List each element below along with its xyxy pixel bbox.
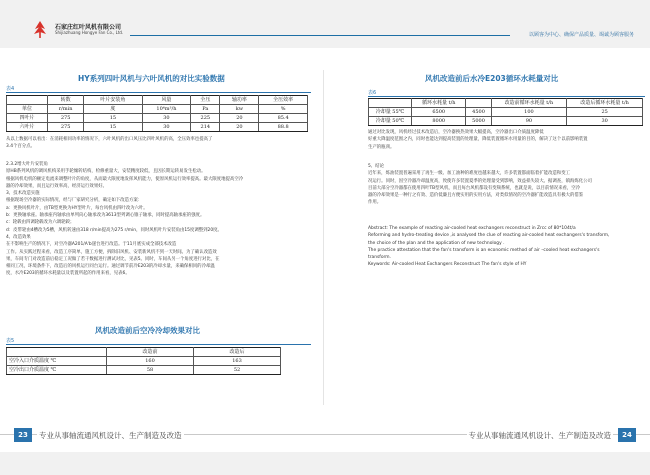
table5-caption-rule [6, 344, 311, 345]
table-cell: 275 [48, 123, 84, 132]
table-cell: 15 [84, 114, 142, 123]
table6 [368, 98, 643, 126]
table-row [7, 348, 281, 357]
table-cell: 100 [491, 108, 567, 117]
table-row [7, 105, 308, 114]
table-cell: 改造前 [107, 348, 194, 357]
text-line: the choice of the plan and the application of new technology . [368, 240, 505, 246]
bottom-band [0, 452, 650, 475]
table-cell: 8000 [412, 117, 466, 126]
table-cell: 冷却量 55℃ [369, 108, 412, 117]
table-cell: % [259, 105, 308, 114]
table-cell: 改造后循环水耗量 t/h [567, 99, 643, 108]
table-cell: 15 [84, 123, 142, 132]
table-cell: 30 [142, 123, 191, 132]
table-cell: 冷却量 50℃ [369, 117, 412, 126]
table-cell: 空冷入口介质温度 ℃ [7, 357, 107, 366]
footer-text-right: 专业从事轴流通风机设计、生产制造及改造 [468, 431, 611, 440]
table-cell: 叶片安装角 [84, 96, 142, 105]
left-paragraph-2 [6, 161, 318, 278]
table-row [369, 117, 643, 126]
text-line: 器的冷却效果是一种行之有效、造价低廉且方便实用的实用方法，对类似情况的空冷器扩能改造具有极大的借鉴 [368, 193, 584, 199]
right-title-water-consumption: 风机改造前后水冷E203循环水耗量对比 [425, 74, 559, 83]
text-line: Reforming and hydro-treating device ,is analysed the clue of reacting air-cooled heat exchangers's transform, [368, 233, 610, 239]
header-rule [130, 35, 510, 36]
table-row [369, 99, 643, 108]
text-line: 目前大部分空冷器都在使用四叶TB型风机，而且每台风机都设有变频系统，也就是说，以目前情况来看，空冷 [368, 185, 581, 191]
table-cell: r/min [48, 105, 84, 114]
table-cell: 58 [107, 366, 194, 375]
left-title-comparison: HY系列四叶风机与六叶风机的对比实验数据 [78, 74, 225, 83]
table-cell: 全压 [191, 96, 220, 105]
left-paragraph-1 [6, 136, 314, 151]
right-abstract [368, 225, 648, 269]
table-cell: 85.4 [259, 114, 308, 123]
table-cell: 20 [220, 123, 259, 132]
text-line: 通过对比发现，风机经过技术改造后，空冷器换热效果大幅提高，空冷器出口介质温度降低 [368, 130, 544, 135]
company-name-en: Shijiazhuang Hongye Fan Co., Ltd. [55, 30, 124, 35]
table5-caption: 表5 [6, 338, 15, 344]
text-line: 度，水冷E203的循环水耗量以及装置所起的作用来看，见表6。 [6, 271, 130, 277]
company-logo-icon [30, 20, 50, 40]
right-paragraph-1 [368, 129, 648, 151]
table-cell: 六叶片 [7, 123, 48, 132]
text-line: 果，车间专门对改造前后稳定工况做了若干数据进行测试对比，见表5。同时，车间从另一个角度进行对比，在 [6, 256, 220, 262]
table-cell: 单位 [7, 105, 48, 114]
table-cell [7, 96, 48, 105]
text-line: 在不影响生产的情况下，对空冷器A201/A'b递台进行改造。于11月底实成全部技术改造 [6, 242, 177, 248]
text-line: 工作。从实践过程来看，改造工序简单，施工方便，拆除旧风机、安装新风机不到一天时间。为了确认改造效 [6, 249, 217, 255]
text-line: d：皮带轮由4槽改为5槽，风机转速由318 r/min提高为275 r/min，同时风机叶片安装角由15度调整到20度。 [6, 227, 222, 233]
table-cell: 30 [567, 117, 643, 126]
text-line: 器的冷却效果，而且运行效率高，经济运行效果好。 [6, 183, 107, 189]
text-line: transform. [368, 255, 391, 261]
table-cell: 6500 [412, 108, 466, 117]
text-line: Keywords: Air-cooled Heat Exchangers Reconstruct The fan's style of HY [368, 262, 527, 268]
text-line: 5、结论 [368, 164, 384, 169]
table-cell: 163 [194, 357, 281, 366]
page-number-left: 23 [14, 428, 32, 442]
text-line: a：更换风机叶片，由TB型更换为HY型叶片，每台风机由四叶改为六叶。 [6, 205, 148, 211]
table-cell: 225 [191, 114, 220, 123]
table-row [7, 366, 281, 375]
table-cell: 160 [107, 357, 194, 366]
table-cell: 10⁴m³/h [142, 105, 191, 114]
table-cell [369, 99, 412, 108]
table4-caption: 表4 [6, 86, 15, 92]
header-slogan: 以顾客为中心、确保产品质量、竭诚为顾客服务 [528, 32, 634, 38]
table-cell: 275 [48, 114, 84, 123]
table-cell: 全压效率 [259, 96, 308, 105]
text-line: 3.4个百分点。 [6, 144, 35, 150]
table-cell: 4500 [466, 108, 491, 117]
table-row [7, 96, 308, 105]
table-cell: 25 [567, 108, 643, 117]
text-line: 好重大降温度范围之内，同时也能达到提高装置的处理量，降低装置循环水用量的目的，解决了这个以前影响装置 [368, 137, 588, 143]
table-cell: Pa [191, 105, 220, 114]
text-line: 况运行。同时，因空冷器冷却温度高，致使许多装置夏季的处理量受到影响，效益损失较大。据调查，镇海炼化公司 [368, 178, 592, 184]
table-cell: 度 [84, 105, 142, 114]
text-line: c：轮毂由四调轮毂改为六调轮毂； [6, 220, 75, 226]
text-line: 作用。 [368, 200, 382, 206]
left-title-cooling-effect: 风机改造前后空冷冷却效果对比 [95, 326, 200, 335]
table-cell: kw [220, 105, 259, 114]
text-line: 近年来，炼油装置普遍采用了再生一级、加工油种的难度也越来越大，许多装置都面临着扩能改造和变工 [368, 171, 570, 177]
footer-text-left: 专业从事轴流通风机设计、生产制造及改造 [39, 431, 182, 440]
table-cell [7, 348, 107, 357]
company-name-cn: 石家庄红叶风机有限公司 [55, 24, 122, 31]
table-cell: 20 [220, 114, 259, 123]
text-line: Abstract: The example of reacting air-cooled heat exchangers reconstruct in Zrcc of 80*104t/a [368, 226, 576, 231]
footer [0, 426, 650, 444]
table-row [369, 108, 643, 117]
text-line: b：更换轴承座。轴承座内轴承由单列向心轴承改为3613型列调心锥子轴承，同时提高轴承座的强度。 [6, 213, 205, 219]
text-line: 从以上数据可以看出：在消耗相同功率的情况下，六叶风机的出口风压比四叶风机的高，全压效率也提高了 [6, 137, 213, 142]
right-paragraph-2 [368, 163, 648, 207]
table-cell: 改造后 [194, 348, 281, 357]
table-cell: 改造前循环水耗量 t/h [491, 99, 567, 108]
text-line: The practice attestation that the fan's transform is an economic method of air –cooled heat exchangers's [368, 247, 600, 253]
table4 [6, 95, 308, 132]
table-cell: 5000 [466, 117, 491, 126]
table-cell: 90 [491, 117, 567, 126]
table6-caption-rule [368, 96, 645, 97]
text-line: 4、改造效果 [6, 234, 31, 240]
table-cell: 30 [142, 114, 191, 123]
table-row [7, 357, 281, 366]
text-line: 原HB系列风机的调风机构采用手轮倾转结构，检修重量大，安装精度较低，且因长期运转易发生松动。 [6, 169, 206, 175]
header-band [0, 0, 650, 48]
table-cell: 空冷出口介质温度 ℃ [7, 366, 107, 375]
text-line: 2.3.2增大叶片安装角 [6, 162, 48, 167]
text-line: 相同工况，环境条件下，改造后的风机运行同台运行。通过调节前冷E203的冷却水量，来确保相同的冷却温 [6, 264, 215, 270]
table-cell: 轴功率 [220, 96, 259, 105]
table-cell: 52 [194, 366, 281, 375]
page-gutter [323, 70, 324, 405]
table5 [6, 347, 281, 375]
table-row [7, 123, 308, 132]
table-cell: 循环水耗量 t/h [412, 99, 466, 108]
table-cell: 四叶片 [7, 114, 48, 123]
table-row [7, 114, 308, 123]
page-number-right: 24 [618, 428, 636, 442]
table-cell [466, 99, 491, 108]
table6-caption: 表6 [368, 90, 377, 96]
table-cell: 88.8 [259, 123, 308, 132]
table-cell: 风量 [142, 96, 191, 105]
table-cell: 214 [191, 123, 220, 132]
text-line: 3、技术改造实施 [6, 191, 40, 197]
text-line: 根据风机电机的额定电流来调整叶片的角度，从而最大限度地发挥风机能力，使原风机运行效率提高。最大限度地提高空冷 [6, 176, 244, 182]
text-line: 生产的瓶颈。 [368, 144, 395, 150]
table4-caption-rule [6, 92, 311, 93]
table-cell: 转数 [48, 96, 84, 105]
text-line: 根据现场空冷器的实际情况，经与厂家研究分析，确定如下改造方案： [6, 198, 143, 204]
